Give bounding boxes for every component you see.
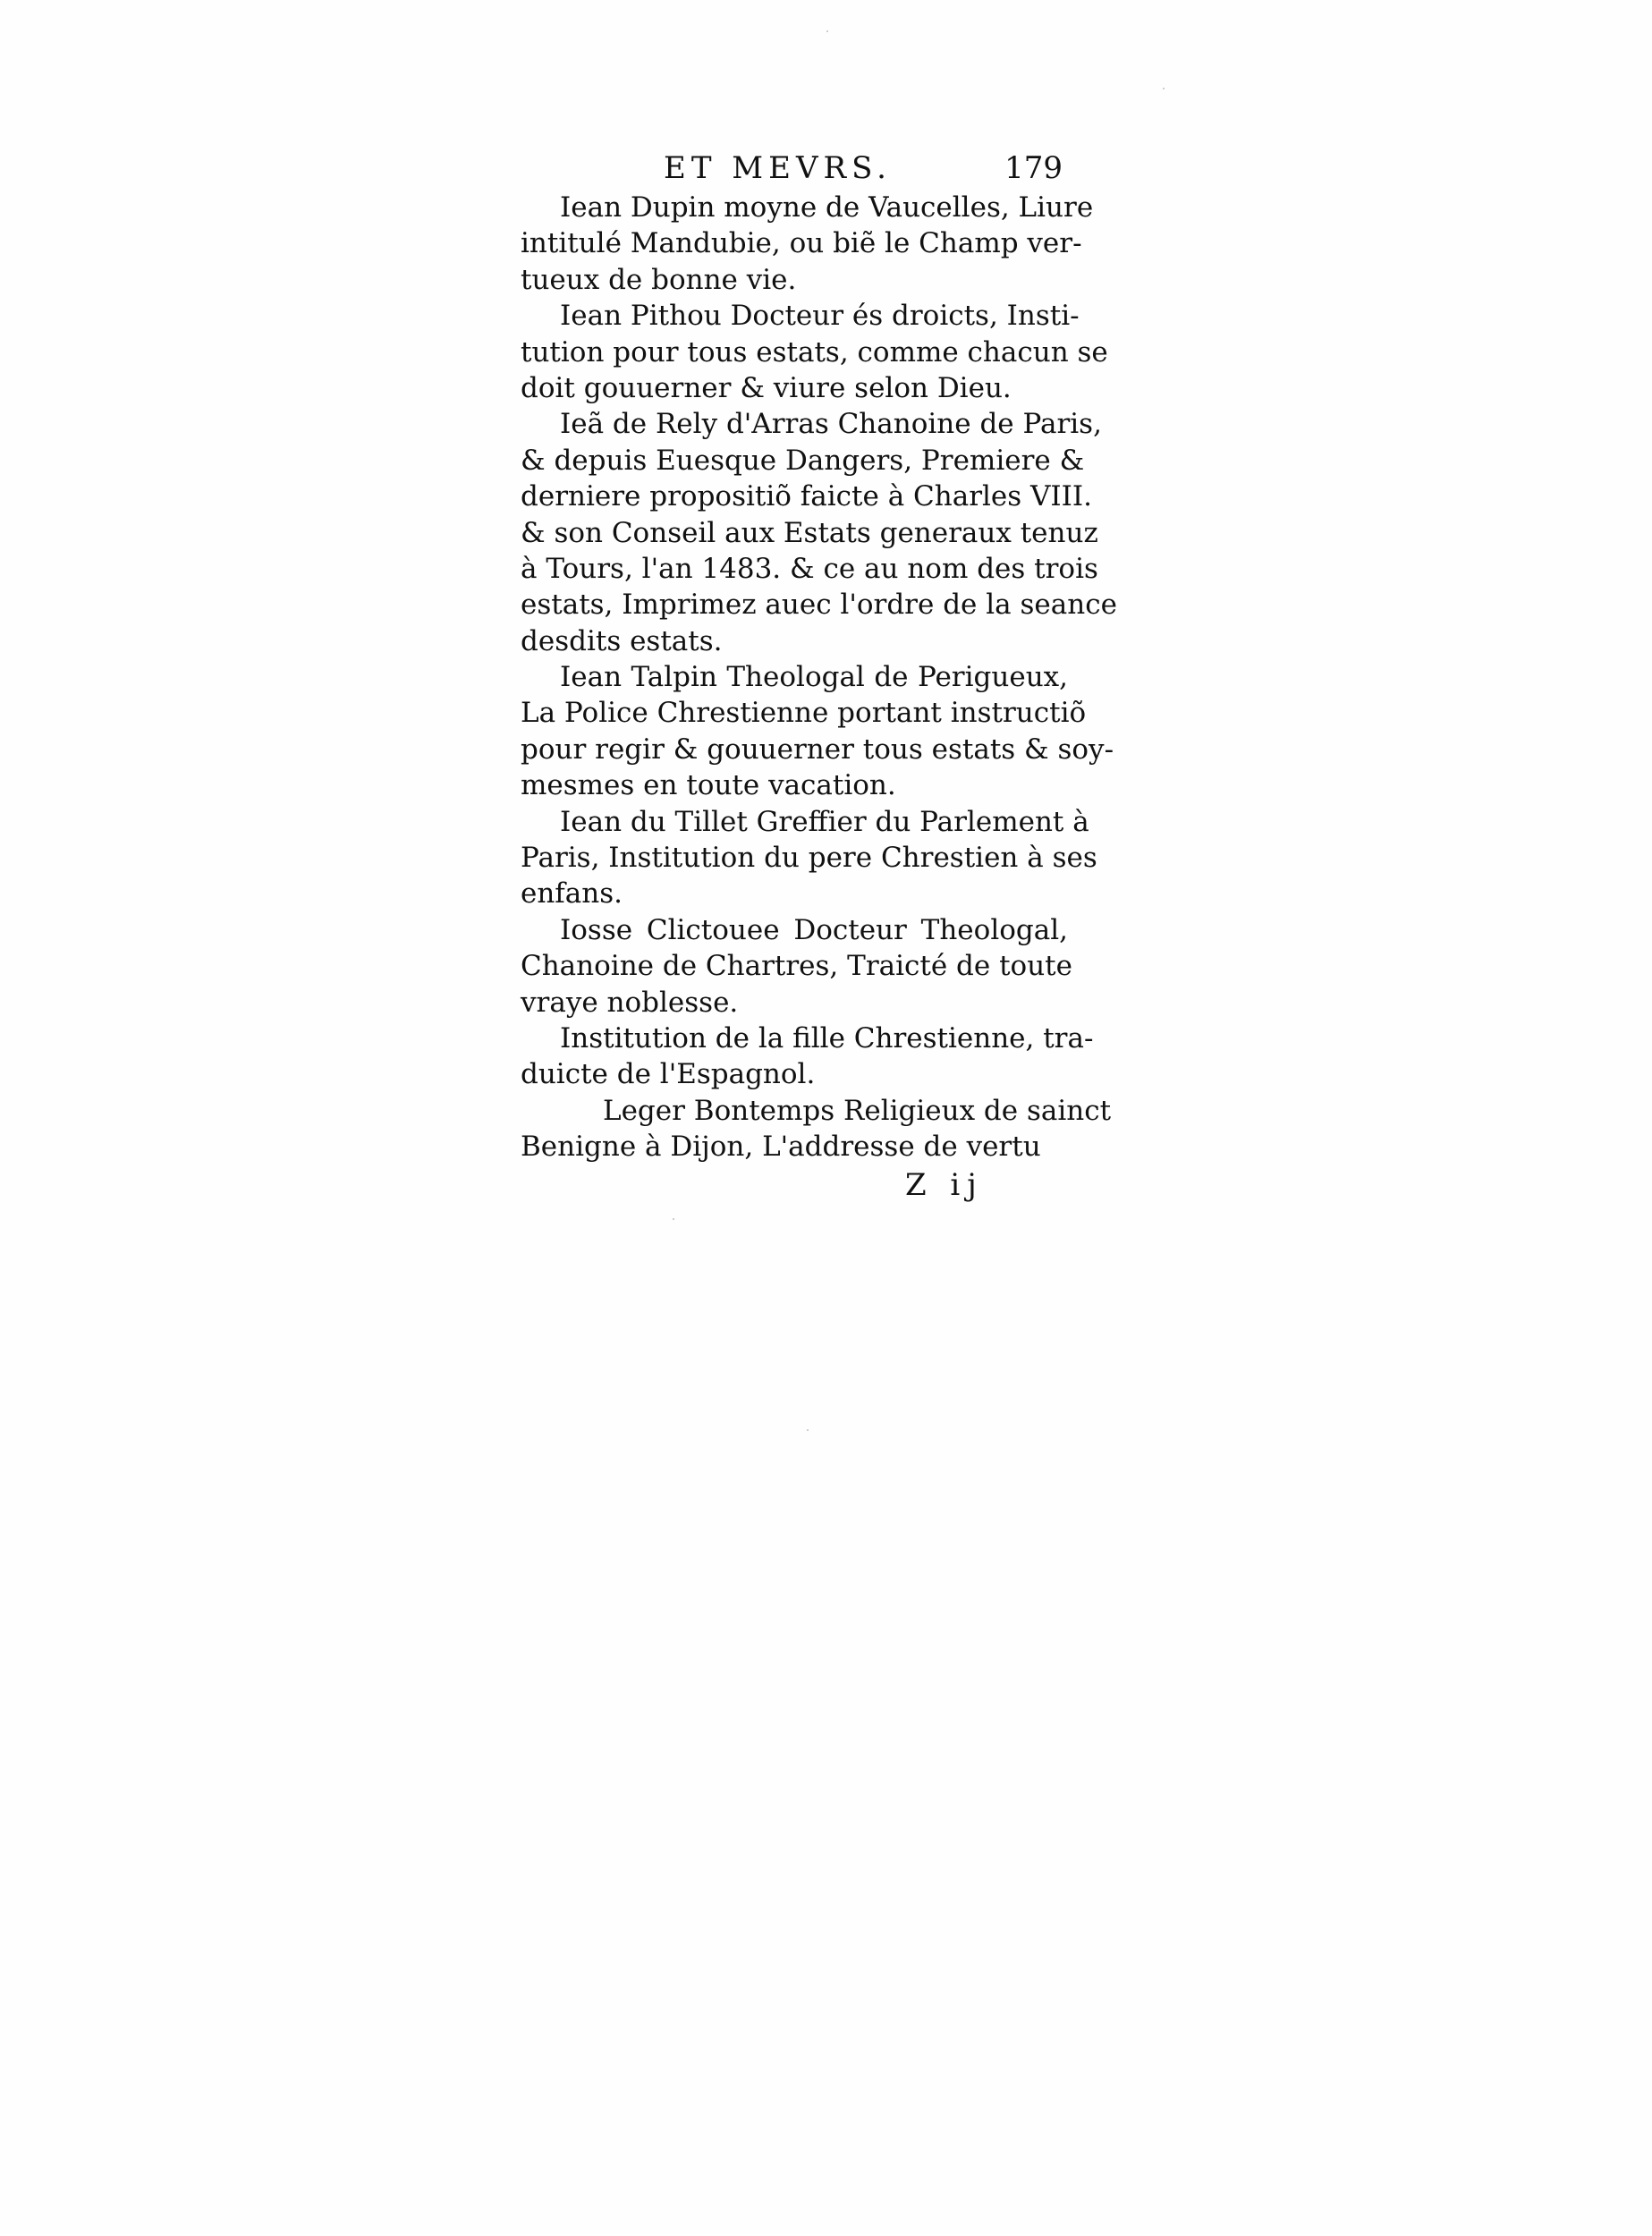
bibliography-entry [521,190,1094,298]
text-line: doit gouuerner & viure selon Dieu. [521,371,1012,404]
text-line: mesmes en toute vacation. [521,769,896,802]
running-head [521,150,1068,186]
paper-speck [673,1218,674,1220]
bibliography-entry [521,659,1114,804]
text-line: & depuis Euesque Dangers, Premiere & [521,444,1085,477]
text-line: à Tours, l'an 1483. & ce au nom des trois [521,552,1098,585]
text-line: estats, Imprimez auec l'ordre de la seance [521,589,1117,622]
text-line: Iean du Tillet Greffier du Parlement à [560,805,1089,838]
text-line: Iean Talpin Theologal de Perigueux, [560,661,1068,694]
bibliography-entry [521,912,1072,1021]
text-line: desdits estats. [521,624,723,657]
text-line: Leger Bontemps Religieux de sainct [603,1094,1112,1127]
text-line: intitulé Mandubie, ou biẽ le Champ ver- [521,227,1082,260]
text-line: derniere propositiõ faicte à Charles VIII. [521,480,1093,513]
text-line: enfans. [521,877,623,910]
bibliography-entry [521,1021,1094,1093]
bibliography-entry [521,804,1097,912]
bibliography-entry [521,406,1117,659]
text-line: & son Conseil aux Estats generaux tenuz [521,516,1098,549]
text-line: Paris, Institution du pere Chrestien à ses [521,842,1097,875]
text-line: tueux de bonne vie. [521,263,797,296]
text-line: duicte de l'Espagnol. [521,1058,816,1091]
text-line: Benigne à Dijon, L'addresse de vertu [521,1131,1041,1164]
text-line: pour regir & gouuerner tous estats & soy- [521,733,1114,766]
text-line: Ieã de Rely d'Arras Chanoine de Paris, [560,408,1102,441]
paper-speck [1163,88,1165,89]
signature-text: Z ij [905,1166,984,1203]
text-line: La Police Chrestienne portant instructiõ [521,697,1087,730]
text-line: Chanoine de Chartres, Traicté de toute [521,950,1072,983]
text-line: vraye noblesse. [521,986,739,1019]
page-number: 179 [1004,150,1063,186]
text-line: Institution de la fille Chrestienne, tra- [560,1021,1094,1054]
text-line: Iosse Clictouee Docteur Theologal, [560,913,1068,946]
text-line: tution pour tous estats, comme chacun se [521,335,1108,368]
text-line: Iean Pithou Docteur és droicts, Insti- [560,300,1080,333]
running-title: ET MEVRS. [664,150,892,186]
text-line: Iean Dupin moyne de Vaucelles, Liure [560,191,1094,224]
text-block [521,150,1117,1205]
paper-speck [807,1429,809,1431]
bibliography-entry [521,1093,1112,1165]
bibliography-entries [521,190,1117,1165]
signature-mark [521,1165,1068,1205]
bibliography-entry [521,298,1108,406]
paper-speck [826,30,828,32]
